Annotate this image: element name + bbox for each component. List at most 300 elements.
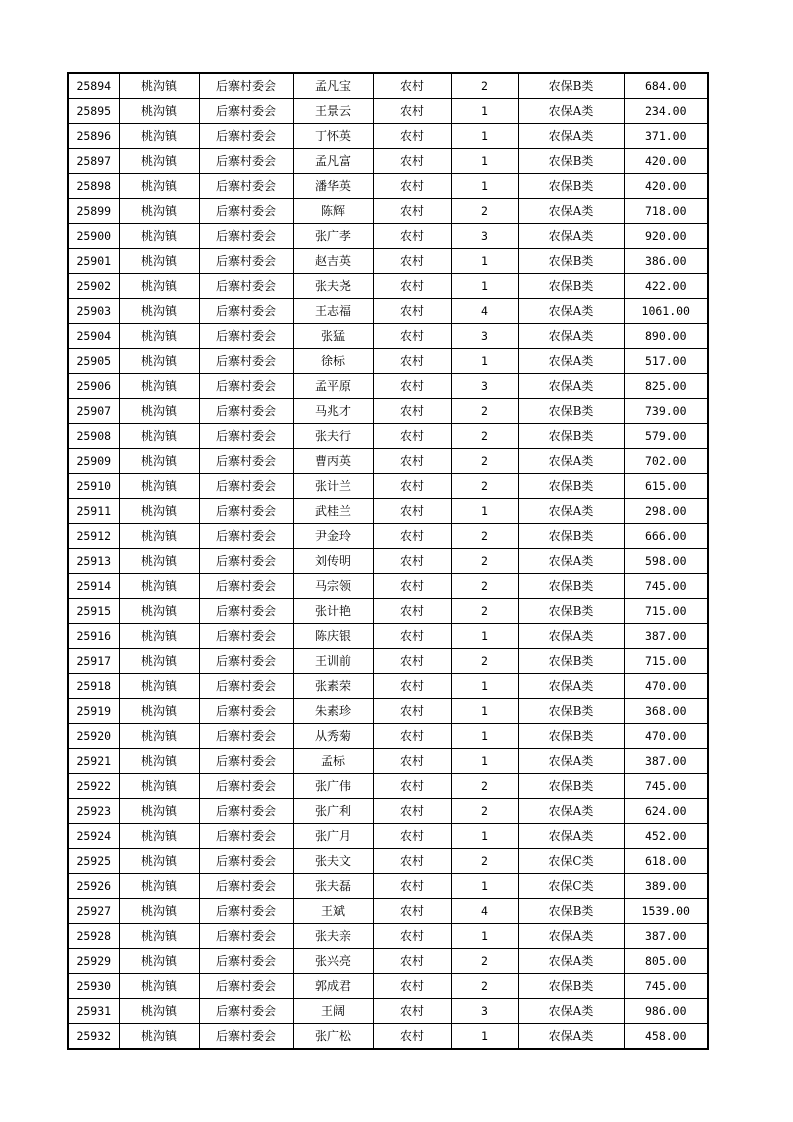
cell-person-count: 1: [451, 149, 518, 174]
cell-town: 桃沟镇: [119, 424, 199, 449]
cell-person-count: 1: [451, 624, 518, 649]
table-row: [68, 424, 708, 449]
cell-category: 农保B类: [518, 149, 624, 174]
cell-household-type: 农村: [373, 349, 451, 374]
cell-village: 后寨村委会: [199, 799, 293, 824]
cell-town: 桃沟镇: [119, 824, 199, 849]
cell-town: 桃沟镇: [119, 749, 199, 774]
cell-household-type: 农村: [373, 73, 451, 99]
cell-name: 张计艳: [293, 599, 373, 624]
table-row: [68, 174, 708, 199]
cell-village: 后寨村委会: [199, 549, 293, 574]
table-row: [68, 799, 708, 824]
cell-amount: 387.00: [624, 749, 708, 774]
cell-category: 农保B类: [518, 174, 624, 199]
cell-name: 马兆才: [293, 399, 373, 424]
cell-village: 后寨村委会: [199, 374, 293, 399]
cell-person-count: 1: [451, 499, 518, 524]
cell-village: 后寨村委会: [199, 424, 293, 449]
cell-id: 25925: [68, 849, 119, 874]
cell-household-type: 农村: [373, 199, 451, 224]
table-row: [68, 124, 708, 149]
cell-village: 后寨村委会: [199, 124, 293, 149]
cell-name: 武桂兰: [293, 499, 373, 524]
cell-category: 农保A类: [518, 1024, 624, 1050]
cell-id: 25918: [68, 674, 119, 699]
table-row: [68, 474, 708, 499]
cell-id: 25904: [68, 324, 119, 349]
cell-household-type: 农村: [373, 499, 451, 524]
cell-id: 25894: [68, 73, 119, 99]
table-row: [68, 774, 708, 799]
cell-name: 尹金玲: [293, 524, 373, 549]
cell-amount: 825.00: [624, 374, 708, 399]
cell-village: 后寨村委会: [199, 499, 293, 524]
cell-amount: 624.00: [624, 799, 708, 824]
cell-id: 25927: [68, 899, 119, 924]
cell-village: 后寨村委会: [199, 399, 293, 424]
cell-village: 后寨村委会: [199, 924, 293, 949]
cell-village: 后寨村委会: [199, 274, 293, 299]
cell-town: 桃沟镇: [119, 974, 199, 999]
cell-person-count: 1: [451, 124, 518, 149]
cell-amount: 986.00: [624, 999, 708, 1024]
cell-person-count: 1: [451, 249, 518, 274]
cell-village: 后寨村委会: [199, 449, 293, 474]
cell-category: 农保A类: [518, 449, 624, 474]
cell-category: 农保B类: [518, 73, 624, 99]
cell-name: 张计兰: [293, 474, 373, 499]
cell-household-type: 农村: [373, 874, 451, 899]
cell-town: 桃沟镇: [119, 949, 199, 974]
table-row: [68, 499, 708, 524]
cell-amount: 298.00: [624, 499, 708, 524]
cell-category: 农保A类: [518, 799, 624, 824]
cell-name: 朱素珍: [293, 699, 373, 724]
cell-name: 从秀菊: [293, 724, 373, 749]
cell-id: 25911: [68, 499, 119, 524]
cell-town: 桃沟镇: [119, 99, 199, 124]
cell-name: 徐标: [293, 349, 373, 374]
cell-id: 25901: [68, 249, 119, 274]
table-row: [68, 624, 708, 649]
cell-amount: 458.00: [624, 1024, 708, 1050]
cell-category: 农保B类: [518, 699, 624, 724]
cell-town: 桃沟镇: [119, 174, 199, 199]
cell-category: 农保A类: [518, 299, 624, 324]
cell-town: 桃沟镇: [119, 849, 199, 874]
cell-name: 张广月: [293, 824, 373, 849]
cell-amount: 615.00: [624, 474, 708, 499]
cell-person-count: 1: [451, 674, 518, 699]
cell-person-count: 2: [451, 574, 518, 599]
cell-household-type: 农村: [373, 649, 451, 674]
cell-town: 桃沟镇: [119, 774, 199, 799]
cell-town: 桃沟镇: [119, 249, 199, 274]
table-row: [68, 899, 708, 924]
cell-name: 孟凡富: [293, 149, 373, 174]
table-row: [68, 299, 708, 324]
cell-person-count: 1: [451, 99, 518, 124]
cell-household-type: 农村: [373, 149, 451, 174]
cell-person-count: 2: [451, 424, 518, 449]
cell-village: 后寨村委会: [199, 974, 293, 999]
cell-town: 桃沟镇: [119, 499, 199, 524]
cell-category: 农保B类: [518, 424, 624, 449]
table-row: [68, 374, 708, 399]
cell-village: 后寨村委会: [199, 624, 293, 649]
cell-category: 农保A类: [518, 349, 624, 374]
cell-person-count: 4: [451, 299, 518, 324]
cell-amount: 745.00: [624, 974, 708, 999]
table-row: [68, 349, 708, 374]
cell-village: 后寨村委会: [199, 724, 293, 749]
cell-household-type: 农村: [373, 1024, 451, 1050]
cell-village: 后寨村委会: [199, 524, 293, 549]
cell-name: 丁怀英: [293, 124, 373, 149]
cell-village: 后寨村委会: [199, 749, 293, 774]
cell-id: 25909: [68, 449, 119, 474]
cell-person-count: 2: [451, 399, 518, 424]
cell-id: 25912: [68, 524, 119, 549]
cell-village: 后寨村委会: [199, 224, 293, 249]
cell-person-count: 2: [451, 549, 518, 574]
table-row: [68, 574, 708, 599]
cell-town: 桃沟镇: [119, 1024, 199, 1050]
table-row: [68, 599, 708, 624]
cell-amount: 368.00: [624, 699, 708, 724]
cell-name: 张广利: [293, 799, 373, 824]
cell-person-count: 1: [451, 174, 518, 199]
cell-town: 桃沟镇: [119, 699, 199, 724]
cell-amount: 386.00: [624, 249, 708, 274]
cell-name: 张兴亮: [293, 949, 373, 974]
table-row: [68, 649, 708, 674]
cell-town: 桃沟镇: [119, 124, 199, 149]
cell-category: 农保B类: [518, 724, 624, 749]
cell-person-count: 2: [451, 949, 518, 974]
cell-name: 刘传明: [293, 549, 373, 574]
cell-name: 张夫磊: [293, 874, 373, 899]
table-row: [68, 149, 708, 174]
cell-category: 农保C类: [518, 849, 624, 874]
cell-name: 王景云: [293, 99, 373, 124]
table-row: [68, 549, 708, 574]
table-row: [68, 924, 708, 949]
cell-amount: 420.00: [624, 174, 708, 199]
cell-person-count: 2: [451, 449, 518, 474]
cell-amount: 1061.00: [624, 299, 708, 324]
cell-category: 农保A类: [518, 124, 624, 149]
cell-town: 桃沟镇: [119, 524, 199, 549]
cell-town: 桃沟镇: [119, 574, 199, 599]
cell-person-count: 1: [451, 724, 518, 749]
cell-name: 陈庆银: [293, 624, 373, 649]
cell-name: 孟凡宝: [293, 73, 373, 99]
cell-name: 张广伟: [293, 774, 373, 799]
cell-town: 桃沟镇: [119, 624, 199, 649]
cell-id: 25922: [68, 774, 119, 799]
cell-amount: 920.00: [624, 224, 708, 249]
cell-category: 农保B类: [518, 524, 624, 549]
cell-person-count: 3: [451, 224, 518, 249]
cell-name: 王斌: [293, 899, 373, 924]
cell-village: 后寨村委会: [199, 649, 293, 674]
cell-amount: 387.00: [624, 624, 708, 649]
cell-town: 桃沟镇: [119, 149, 199, 174]
cell-household-type: 农村: [373, 299, 451, 324]
cell-village: 后寨村委会: [199, 574, 293, 599]
cell-town: 桃沟镇: [119, 899, 199, 924]
cell-town: 桃沟镇: [119, 324, 199, 349]
cell-id: 25924: [68, 824, 119, 849]
cell-id: 25897: [68, 149, 119, 174]
cell-amount: 470.00: [624, 724, 708, 749]
cell-id: 25902: [68, 274, 119, 299]
table-row: [68, 674, 708, 699]
cell-name: 张夫文: [293, 849, 373, 874]
table-row: [68, 524, 708, 549]
cell-id: 25900: [68, 224, 119, 249]
records-table-body: [68, 73, 708, 1049]
cell-village: 后寨村委会: [199, 199, 293, 224]
cell-household-type: 农村: [373, 924, 451, 949]
cell-household-type: 农村: [373, 849, 451, 874]
cell-amount: 715.00: [624, 599, 708, 624]
cell-person-count: 3: [451, 999, 518, 1024]
table-row: [68, 73, 708, 99]
cell-village: 后寨村委会: [199, 99, 293, 124]
cell-person-count: 4: [451, 899, 518, 924]
cell-town: 桃沟镇: [119, 449, 199, 474]
cell-person-count: 1: [451, 349, 518, 374]
cell-village: 后寨村委会: [199, 349, 293, 374]
cell-name: 张广松: [293, 1024, 373, 1050]
cell-person-count: 3: [451, 374, 518, 399]
cell-amount: 1539.00: [624, 899, 708, 924]
cell-name: 张夫尧: [293, 274, 373, 299]
cell-name: 曹丙英: [293, 449, 373, 474]
cell-id: 25913: [68, 549, 119, 574]
cell-id: 25929: [68, 949, 119, 974]
cell-amount: 745.00: [624, 574, 708, 599]
cell-person-count: 1: [451, 699, 518, 724]
cell-village: 后寨村委会: [199, 824, 293, 849]
cell-person-count: 2: [451, 774, 518, 799]
cell-name: 张素荣: [293, 674, 373, 699]
cell-amount: 517.00: [624, 349, 708, 374]
cell-village: 后寨村委会: [199, 899, 293, 924]
cell-person-count: 2: [451, 474, 518, 499]
cell-id: 25916: [68, 624, 119, 649]
cell-household-type: 农村: [373, 749, 451, 774]
cell-category: 农保B类: [518, 774, 624, 799]
cell-amount: 666.00: [624, 524, 708, 549]
cell-household-type: 农村: [373, 249, 451, 274]
cell-category: 农保A类: [518, 199, 624, 224]
cell-town: 桃沟镇: [119, 399, 199, 424]
cell-household-type: 农村: [373, 224, 451, 249]
cell-household-type: 农村: [373, 824, 451, 849]
cell-amount: 739.00: [624, 399, 708, 424]
cell-category: 农保B类: [518, 599, 624, 624]
cell-id: 25910: [68, 474, 119, 499]
cell-household-type: 农村: [373, 99, 451, 124]
cell-household-type: 农村: [373, 449, 451, 474]
cell-name: 张猛: [293, 324, 373, 349]
cell-person-count: 1: [451, 924, 518, 949]
cell-amount: 805.00: [624, 949, 708, 974]
cell-name: 马宗领: [293, 574, 373, 599]
cell-name: 王志福: [293, 299, 373, 324]
table-row: [68, 749, 708, 774]
records-table: [67, 72, 709, 1050]
cell-town: 桃沟镇: [119, 674, 199, 699]
cell-amount: 598.00: [624, 549, 708, 574]
cell-person-count: 1: [451, 274, 518, 299]
cell-village: 后寨村委会: [199, 874, 293, 899]
cell-household-type: 农村: [373, 549, 451, 574]
cell-id: 25917: [68, 649, 119, 674]
cell-name: 张夫行: [293, 424, 373, 449]
cell-category: 农保A类: [518, 824, 624, 849]
table-row: [68, 249, 708, 274]
cell-household-type: 农村: [373, 374, 451, 399]
cell-id: 25898: [68, 174, 119, 199]
table-row: [68, 324, 708, 349]
cell-person-count: 2: [451, 599, 518, 624]
table-row: [68, 874, 708, 899]
cell-person-count: 1: [451, 824, 518, 849]
cell-name: 陈辉: [293, 199, 373, 224]
cell-village: 后寨村委会: [199, 299, 293, 324]
cell-town: 桃沟镇: [119, 374, 199, 399]
table-row: [68, 199, 708, 224]
cell-household-type: 农村: [373, 574, 451, 599]
cell-household-type: 农村: [373, 974, 451, 999]
cell-category: 农保B类: [518, 474, 624, 499]
cell-category: 农保A类: [518, 949, 624, 974]
cell-village: 后寨村委会: [199, 249, 293, 274]
cell-village: 后寨村委会: [199, 324, 293, 349]
cell-town: 桃沟镇: [119, 999, 199, 1024]
cell-amount: 234.00: [624, 99, 708, 124]
cell-id: 25914: [68, 574, 119, 599]
cell-category: 农保A类: [518, 99, 624, 124]
cell-village: 后寨村委会: [199, 474, 293, 499]
cell-id: 25928: [68, 924, 119, 949]
cell-person-count: 2: [451, 799, 518, 824]
cell-town: 桃沟镇: [119, 724, 199, 749]
cell-id: 25903: [68, 299, 119, 324]
cell-village: 后寨村委会: [199, 949, 293, 974]
cell-household-type: 农村: [373, 524, 451, 549]
cell-name: 郭成君: [293, 974, 373, 999]
table-row: [68, 99, 708, 124]
cell-person-count: 2: [451, 524, 518, 549]
cell-category: 农保B类: [518, 399, 624, 424]
cell-town: 桃沟镇: [119, 549, 199, 574]
cell-category: 农保B类: [518, 574, 624, 599]
cell-category: 农保A类: [518, 624, 624, 649]
cell-category: 农保A类: [518, 324, 624, 349]
cell-village: 后寨村委会: [199, 774, 293, 799]
cell-name: 孟标: [293, 749, 373, 774]
cell-household-type: 农村: [373, 399, 451, 424]
table-row: [68, 224, 708, 249]
cell-household-type: 农村: [373, 599, 451, 624]
cell-name: 赵吉英: [293, 249, 373, 274]
cell-person-count: 2: [451, 849, 518, 874]
cell-household-type: 农村: [373, 949, 451, 974]
cell-category: 农保A类: [518, 374, 624, 399]
table-row: [68, 399, 708, 424]
cell-household-type: 农村: [373, 624, 451, 649]
cell-household-type: 农村: [373, 474, 451, 499]
cell-town: 桃沟镇: [119, 299, 199, 324]
cell-person-count: 2: [451, 974, 518, 999]
cell-id: 25905: [68, 349, 119, 374]
cell-household-type: 农村: [373, 724, 451, 749]
cell-id: 25919: [68, 699, 119, 724]
cell-household-type: 农村: [373, 799, 451, 824]
cell-id: 25920: [68, 724, 119, 749]
cell-amount: 579.00: [624, 424, 708, 449]
cell-household-type: 农村: [373, 674, 451, 699]
cell-category: 农保A类: [518, 674, 624, 699]
cell-amount: 420.00: [624, 149, 708, 174]
cell-category: 农保B类: [518, 974, 624, 999]
table-row: [68, 699, 708, 724]
cell-town: 桃沟镇: [119, 199, 199, 224]
cell-amount: 387.00: [624, 924, 708, 949]
cell-category: 农保A类: [518, 924, 624, 949]
table-row: [68, 724, 708, 749]
cell-village: 后寨村委会: [199, 1024, 293, 1050]
cell-id: 25906: [68, 374, 119, 399]
cell-id: 25895: [68, 99, 119, 124]
cell-household-type: 农村: [373, 274, 451, 299]
cell-household-type: 农村: [373, 124, 451, 149]
cell-id: 25907: [68, 399, 119, 424]
cell-amount: 452.00: [624, 824, 708, 849]
cell-village: 后寨村委会: [199, 674, 293, 699]
cell-village: 后寨村委会: [199, 174, 293, 199]
cell-household-type: 农村: [373, 999, 451, 1024]
cell-village: 后寨村委会: [199, 149, 293, 174]
cell-person-count: 2: [451, 649, 518, 674]
cell-id: 25923: [68, 799, 119, 824]
cell-amount: 702.00: [624, 449, 708, 474]
cell-village: 后寨村委会: [199, 699, 293, 724]
cell-town: 桃沟镇: [119, 799, 199, 824]
cell-person-count: 1: [451, 874, 518, 899]
cell-name: 王阔: [293, 999, 373, 1024]
cell-amount: 470.00: [624, 674, 708, 699]
cell-village: 后寨村委会: [199, 73, 293, 99]
cell-amount: 684.00: [624, 73, 708, 99]
table-row: [68, 824, 708, 849]
cell-category: 农保C类: [518, 874, 624, 899]
cell-id: 25921: [68, 749, 119, 774]
cell-amount: 371.00: [624, 124, 708, 149]
table-row: [68, 1024, 708, 1050]
cell-village: 后寨村委会: [199, 599, 293, 624]
cell-amount: 715.00: [624, 649, 708, 674]
cell-town: 桃沟镇: [119, 274, 199, 299]
table-row: [68, 949, 708, 974]
cell-amount: 718.00: [624, 199, 708, 224]
